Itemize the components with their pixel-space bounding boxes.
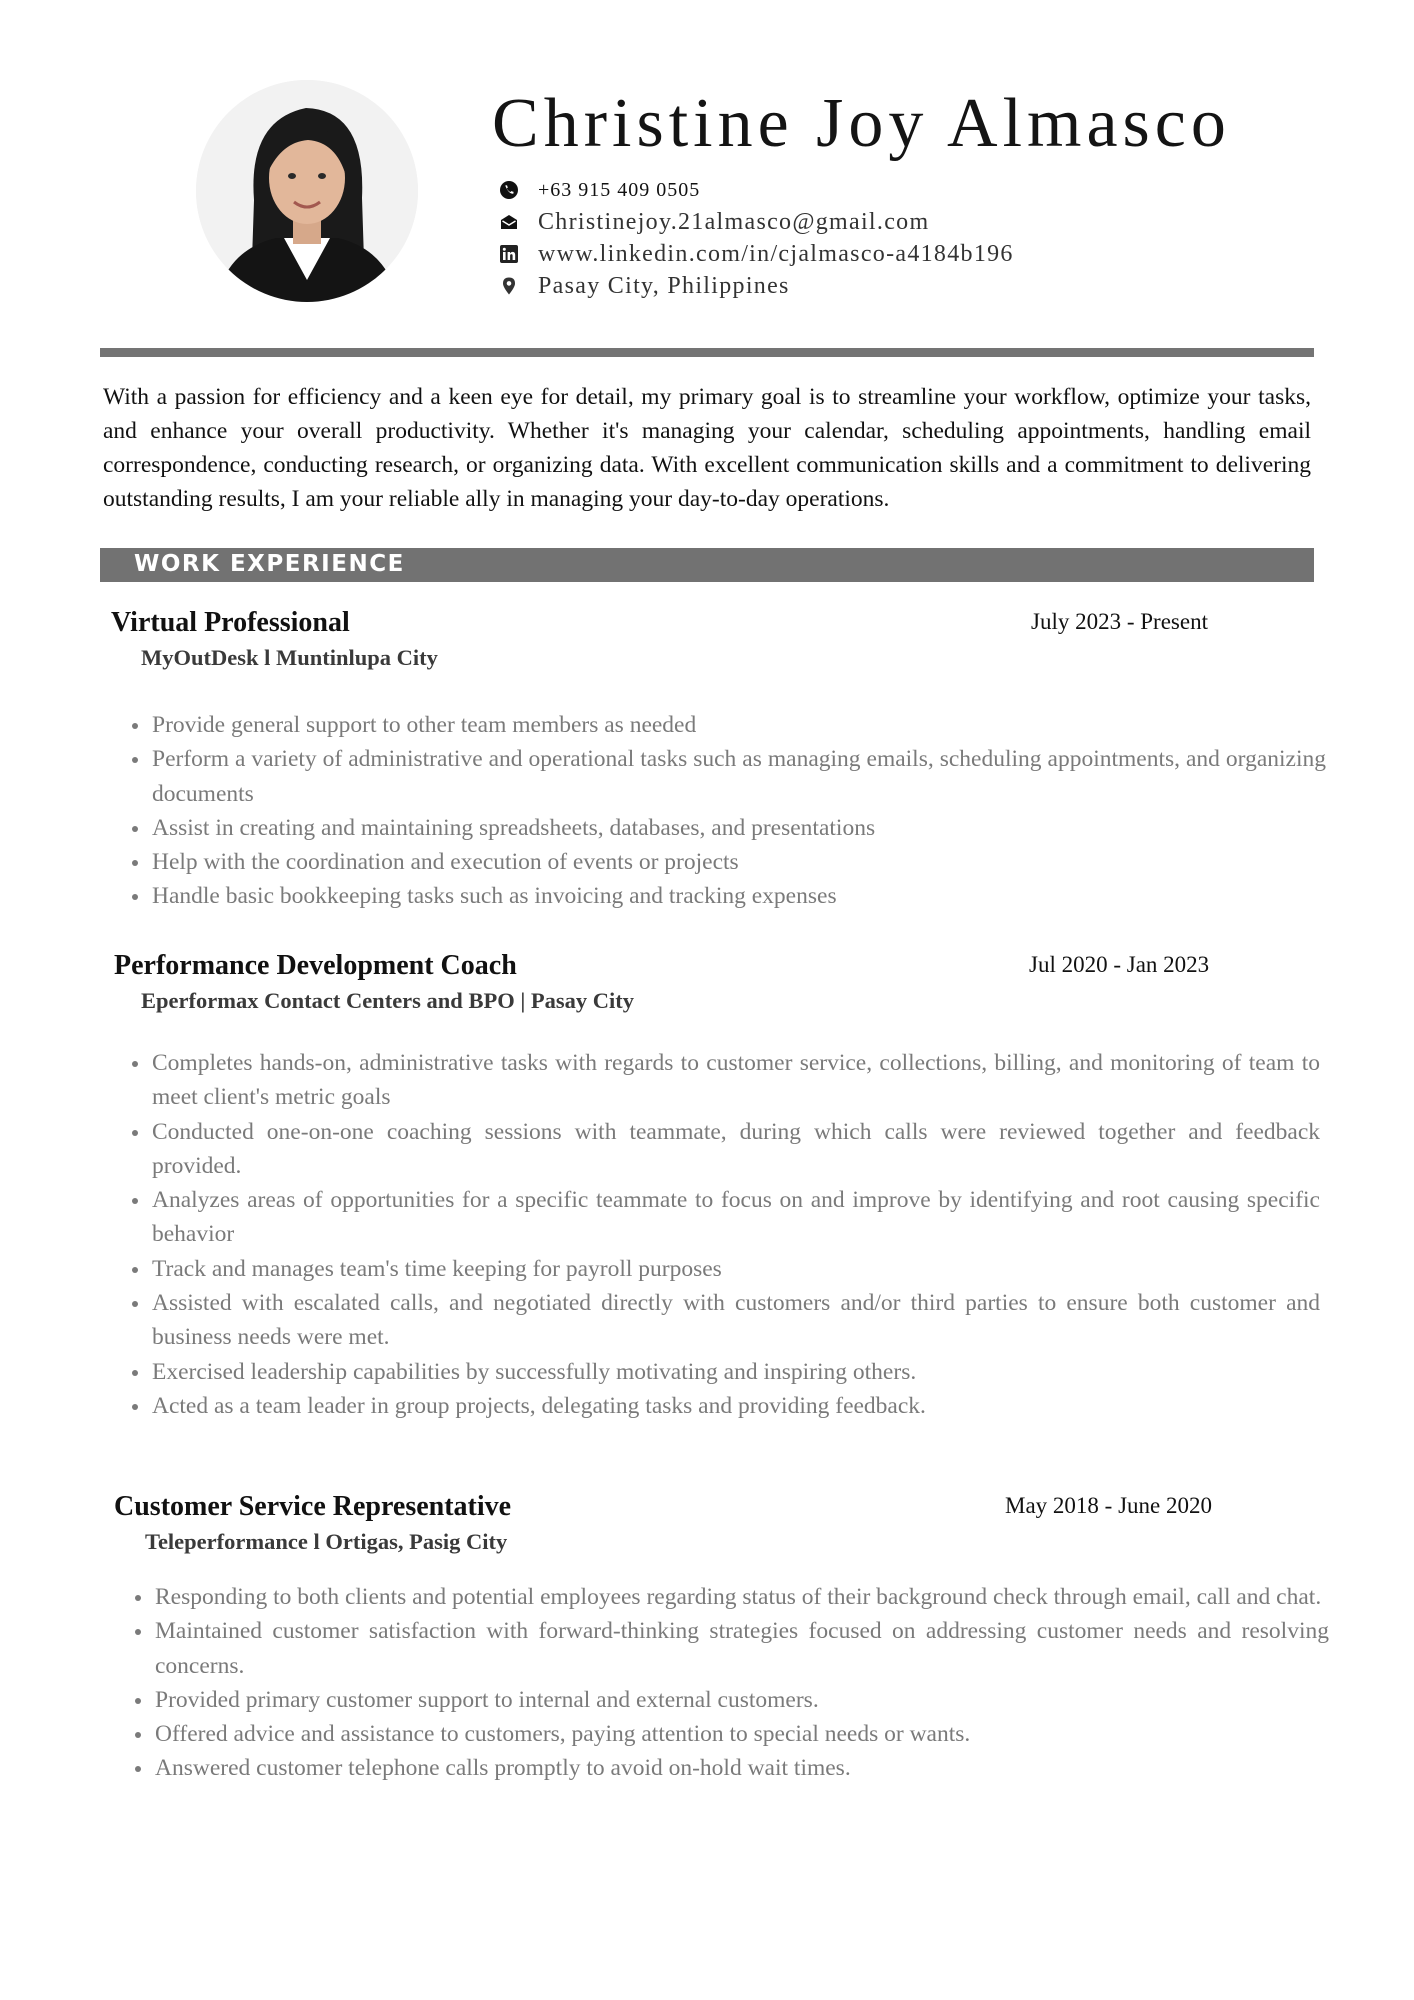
job-company: Eperformax Contact Centers and BPO | Pasay City (141, 988, 635, 1013)
header-divider (100, 348, 1314, 357)
contact-email (498, 206, 1014, 238)
job-duty: Track and manages team's time keeping for payroll purposes (152, 1252, 1320, 1286)
job-duty: Assisted with escalated calls, and negotiated directly with customers and/or third parties to ensure both customer and business needs were met. (152, 1286, 1320, 1355)
work-experience-heading: WORK EXPERIENCE (134, 551, 405, 577)
linkedin-url[interactable]: www.linkedin.com/in/cjalmasco-a4184b196 (538, 240, 1014, 267)
contact-location (498, 270, 1014, 302)
job-date: May 2018 - June 2020 (1005, 1493, 1212, 1518)
candidate-name: Christine Joy Almasco (492, 85, 1231, 162)
job-company: MyOutDesk l Muntinlupa City (141, 645, 438, 670)
job-duty: Help with the coordination and execution of events or projects (152, 845, 1326, 879)
job-duty: Acted as a team leader in group projects, delegating tasks and providing feedback. (152, 1389, 1320, 1423)
job-title: Customer Service Representative (114, 1491, 512, 1522)
job-duty: Answered customer telephone calls promptly to avoid on-hold wait times. (155, 1751, 1329, 1785)
job-duty: Conducted one-on-one coaching sessions with teammate, during which calls were reviewed together and feedback provided. (152, 1115, 1320, 1184)
job-duty: Assist in creating and maintaining spreadsheets, databases, and presentations (152, 811, 1326, 845)
profile-photo-illustration (196, 80, 418, 302)
job-duty: Responding to both clients and potential employees regarding status of their background check through email, call and chat. (155, 1580, 1329, 1614)
job-duties-list (152, 1046, 1320, 1423)
work-experience-heading-bar (100, 548, 1314, 582)
job-duties-list (155, 1580, 1329, 1786)
phone-icon (498, 179, 520, 201)
job-title: Virtual Professional (111, 607, 350, 638)
envelope-icon (498, 211, 520, 233)
job-duty: Maintained customer satisfaction with forward-thinking strategies focused on addressing customer needs and resolving concerns. (155, 1614, 1329, 1683)
email-address[interactable]: Christinejoy.21almasco@gmail.com (538, 208, 930, 235)
job-duty: Analyzes areas of opportunities for a specific teammate to focus on and improve by identifying and root causing specific behavior (152, 1183, 1320, 1252)
job-company: Teleperformance l Ortigas, Pasig City (145, 1529, 508, 1554)
contact-linkedin (498, 238, 1014, 270)
job-duty: Handle basic bookkeeping tasks such as invoicing and tracking expenses (152, 879, 1326, 913)
contact-list (498, 174, 1014, 302)
job-date: July 2023 - Present (1031, 609, 1208, 634)
job-date: Jul 2020 - Jan 2023 (1029, 952, 1210, 977)
profile-photo (196, 80, 418, 302)
job-duty: Exercised leadership capabilities by successfully motivating and inspiring others. (152, 1355, 1320, 1389)
job-duty: Provide general support to other team members as needed (152, 708, 1326, 742)
job-duty: Perform a variety of administrative and operational tasks such as managing emails, scheduling appointments, and organizing documents (152, 742, 1326, 811)
job-duty: Completes hands-on, administrative tasks with regards to customer service, collections, billing, and monitoring of team to meet client's metric goals (152, 1046, 1320, 1115)
job-duty: Provided primary customer support to internal and external customers. (155, 1683, 1329, 1717)
contact-phone (498, 174, 1014, 206)
phone-number[interactable]: +63 915 409 0505 (538, 178, 701, 201)
linkedin-icon (498, 243, 520, 265)
professional-summary: With a passion for efficiency and a keen eye for detail, my primary goal is to streamline your workflow, optimize your tasks, and enhance your overall productivity. Whether it's managing your calendar, scheduling appointments, handling email correspondence, conducting research, or organizing data. With excellent communication skills and a commitment to delivering outstanding results, I am your reliable ally in managing your day-to-day operations. (103, 384, 1311, 512)
job-title: Performance Development Coach (114, 950, 517, 981)
job-duty: Offered advice and assistance to customers, paying attention to special needs or wants. (155, 1717, 1329, 1751)
location-pin-icon (498, 275, 520, 297)
location-text: Pasay City, Philippines (538, 272, 790, 299)
job-duties-list (152, 708, 1326, 914)
